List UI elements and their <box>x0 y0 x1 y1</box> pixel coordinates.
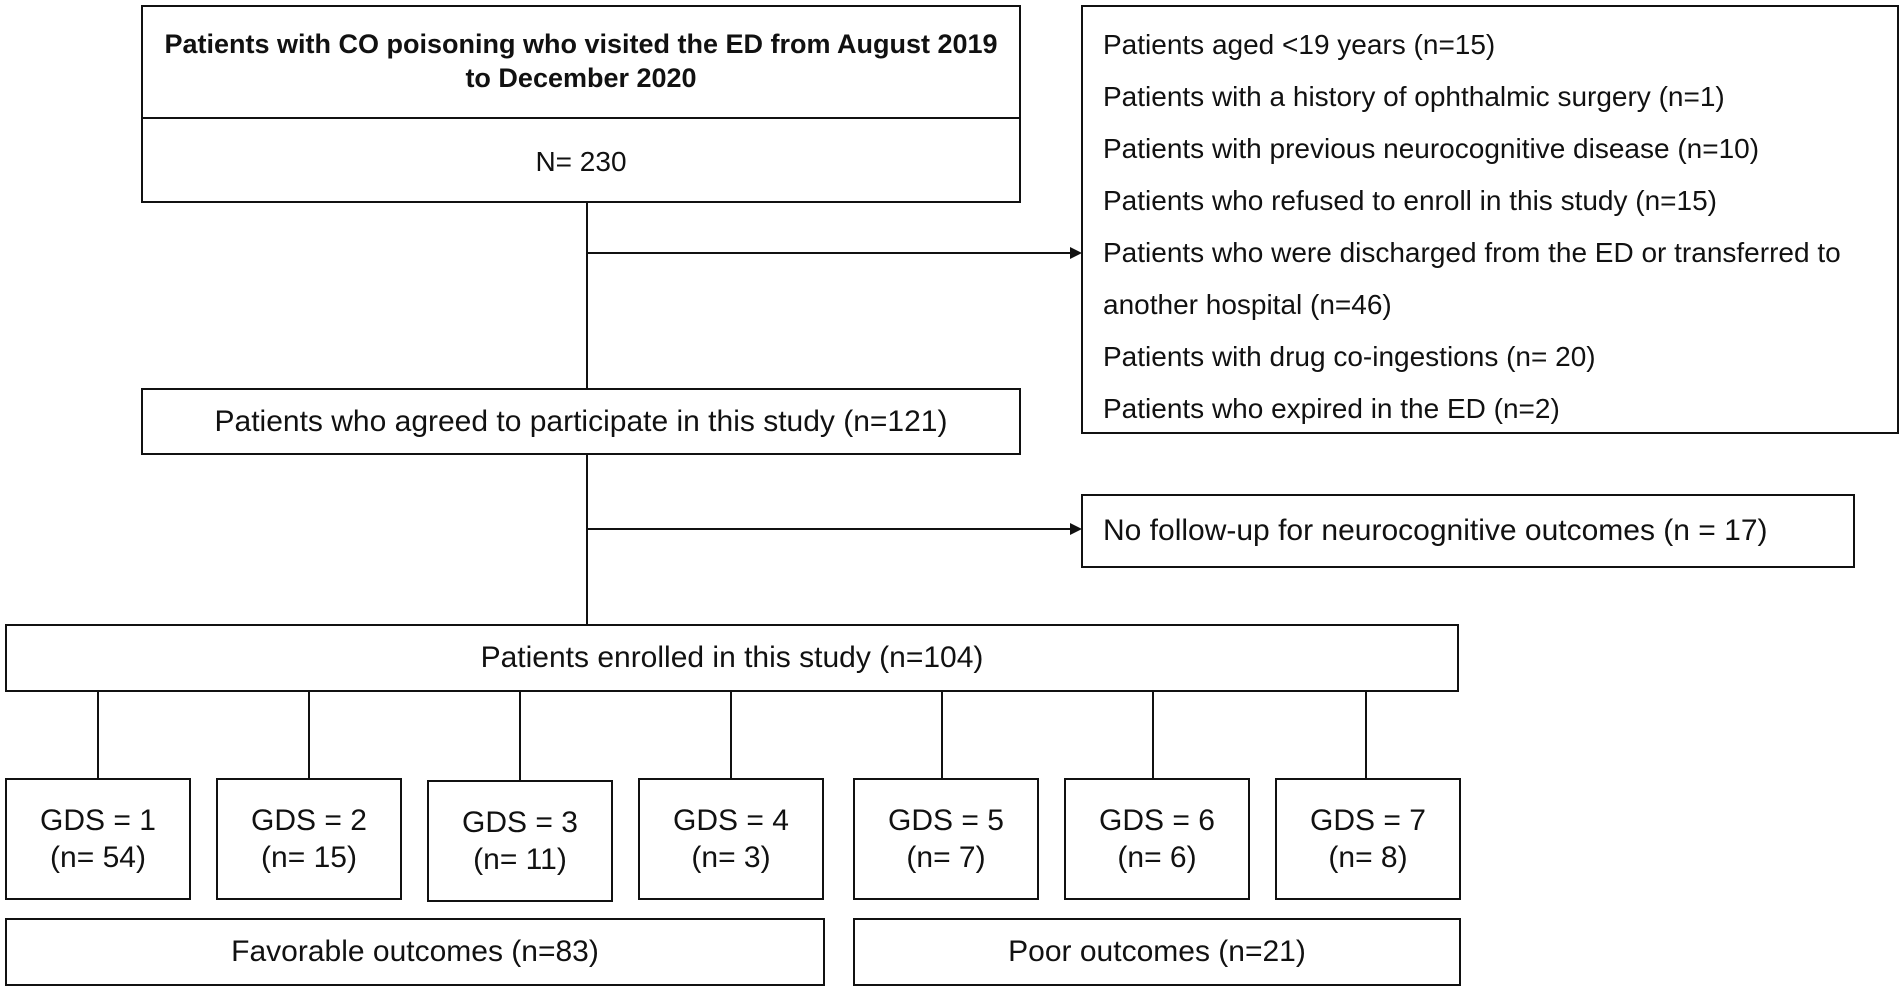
enrolled-label: Patients enrolled in this study (n=104) <box>480 641 984 675</box>
gds-label: GDS = 6 <box>1099 803 1215 837</box>
gds-count: (n= 54) <box>50 841 146 874</box>
gds-box-1 <box>5 778 191 900</box>
exclusion-item: Patients with previous neurocognitive disease (n=10) <box>1103 133 1760 164</box>
poor-outcomes-label: Poor outcomes (n=21) <box>1008 935 1306 969</box>
gds-box-2 <box>216 778 402 900</box>
gds-count: (n= 15) <box>261 841 357 874</box>
source-count: N= 230 <box>535 145 627 177</box>
enrolled-box <box>5 624 1459 692</box>
agreed-participants-box <box>141 388 1021 455</box>
gds-box-7 <box>1275 778 1461 900</box>
gds-box-3 <box>427 780 613 902</box>
agreed-label: Patients who agreed to participate in this study (n=121) <box>214 404 948 438</box>
gds-box-4 <box>638 778 824 900</box>
no-followup-label: No follow-up for neurocognitive outcomes (n = 17) <box>1103 514 1768 548</box>
exclusion-item: Patients who refused to enroll in this study (n=15) <box>1103 185 1718 216</box>
poor-outcomes-box <box>853 918 1461 986</box>
gds-label: GDS = 1 <box>40 803 156 837</box>
gds-label: GDS = 3 <box>462 805 578 839</box>
gds-label: GDS = 5 <box>888 803 1004 837</box>
gds-label: GDS = 7 <box>1310 803 1426 837</box>
exclusion-box-2 <box>1081 494 1855 568</box>
gds-box-5 <box>853 778 1039 900</box>
exclusion-item: another hospital (n=46) <box>1103 289 1392 320</box>
gds-label: GDS = 2 <box>251 803 367 837</box>
gds-count: (n= 6) <box>1117 841 1197 874</box>
source-title: Patients with CO poisoning who visited the ED from August 2019 to December 2020 <box>164 29 998 93</box>
gds-box-6 <box>1064 778 1250 900</box>
gds-count: (n= 11) <box>473 843 567 876</box>
exclusion-item: Patients aged <19 years (n=15) <box>1103 29 1496 60</box>
gds-label: GDS = 4 <box>673 803 789 837</box>
exclusion-item: Patients with drug co-ingestions (n= 20) <box>1103 341 1596 372</box>
exclusion-item: Patients who expired in the ED (n=2) <box>1103 393 1560 424</box>
gds-count: (n= 8) <box>1328 841 1408 874</box>
source-population-box <box>141 5 1021 203</box>
exclusion-box-1 <box>1081 5 1899 434</box>
exclusion-item: Patients who were discharged from the ED or transferred to <box>1103 237 1841 268</box>
gds-count: (n= 3) <box>691 841 771 874</box>
exclusion-item: Patients with a history of ophthalmic surgery (n=1) <box>1103 81 1725 112</box>
favorable-outcomes-box <box>5 918 825 986</box>
gds-count: (n= 7) <box>906 841 986 874</box>
favorable-outcomes-label: Favorable outcomes (n=83) <box>231 935 599 969</box>
